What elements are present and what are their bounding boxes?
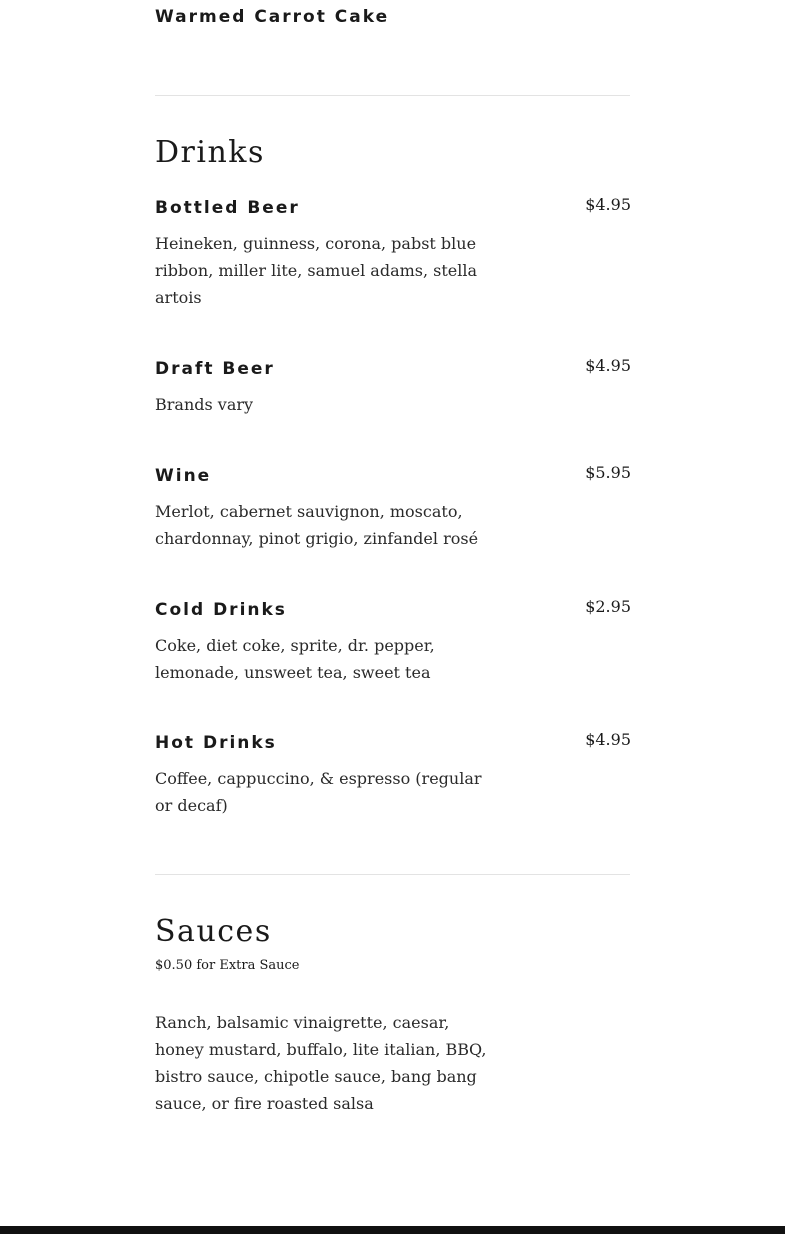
menu-item-title: Bottled Beer: [155, 198, 300, 218]
section-title-drinks: Drinks: [155, 135, 265, 170]
section-divider: [155, 95, 630, 96]
menu-item-title: Wine: [155, 466, 212, 486]
section-note-extra-sauce: $0.50 for Extra Sauce: [155, 958, 300, 973]
menu-item-price: $2.95: [585, 597, 631, 616]
menu-item-description: Coffee, cappuccino, & espresso (regular or decaf): [155, 769, 482, 815]
menu-item-price: $4.95: [585, 195, 631, 214]
menu-item-title-carrot-cake: Warmed Carrot Cake: [155, 7, 390, 27]
menu-item-description: Brands vary: [155, 395, 254, 414]
menu-item-title: Hot Drinks: [155, 733, 277, 753]
menu-item-price: $4.95: [585, 730, 631, 749]
section-divider: [155, 874, 630, 875]
menu-item-title: Cold Drinks: [155, 600, 287, 620]
menu-item-description: Merlot, cabernet sauvignon, moscato, chardonnay, pinot grigio, zinfandel rosé: [155, 502, 479, 548]
menu-item-price: $5.95: [585, 463, 631, 482]
menu-item-price: $4.95: [585, 356, 631, 375]
sauces-description: Ranch, balsamic vinaigrette, caesar, honey mustard, buffalo, lite italian, BBQ, bistro sauce, chipotle sauce, bang bang sauce, or fire roasted salsa: [155, 1013, 487, 1113]
menu-item-description: Heineken, guinness, corona, pabst blue ribbon, miller lite, samuel adams, stella artois: [155, 234, 478, 307]
menu-item-title: Draft Beer: [155, 359, 275, 379]
menu-item-description: Coke, diet coke, sprite, dr. pepper, lemonade, unsweet tea, sweet tea: [155, 636, 435, 682]
footer-bar: [0, 1226, 785, 1234]
section-title-sauces: Sauces: [155, 914, 272, 949]
